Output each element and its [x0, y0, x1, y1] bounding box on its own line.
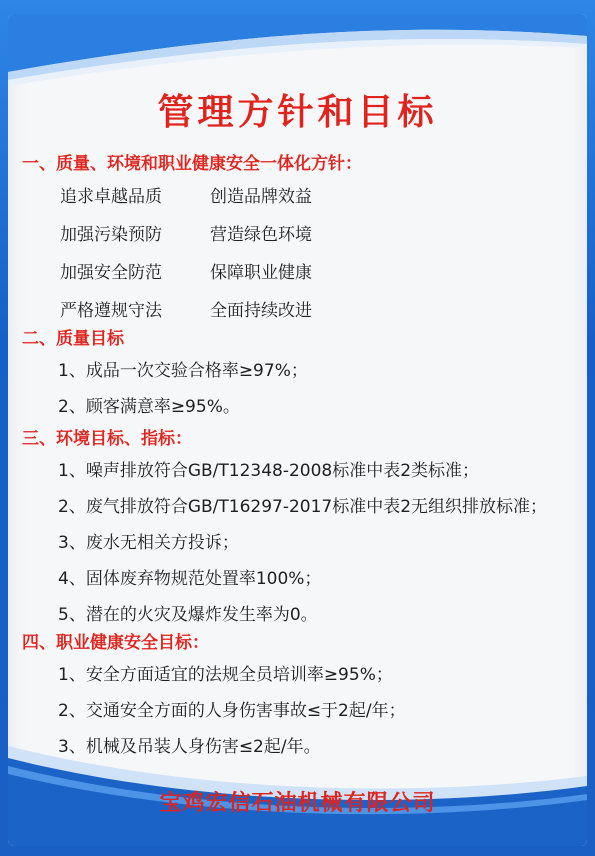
list-item: 2、废气排放符合GB/T16297-2017标准中表2无组织排放标准；: [58, 497, 548, 517]
list-item: 1、噪声排放符合GB/T12348-2008标准中表2类标准；: [58, 461, 480, 481]
company-name: 宝鸡宏信石油机械有限公司: [159, 791, 436, 816]
list-item: 2、顾客满意率≥95%。: [58, 397, 240, 417]
section-heading-policy: 一、质量、环境和职业健康安全一体化方针：: [22, 154, 362, 174]
policy-right: 创造品牌效益: [210, 187, 312, 207]
policy-right: 全面持续改进: [210, 301, 312, 321]
policy-right: 营造绿色环境: [210, 225, 312, 245]
policy-left: 严格遵规守法: [60, 301, 162, 321]
section-heading-quality: 二、质量目标: [22, 329, 124, 349]
policy-row: [60, 258, 312, 283]
policy-row: [60, 220, 312, 245]
list-item: 3、废水无相关方投诉；: [58, 533, 239, 553]
section-heading-environment: 三、环境目标、指标：: [22, 429, 192, 449]
list-item: 5、潜在的火灾及爆炸发生率为0。: [58, 605, 318, 625]
policy-row: [60, 296, 312, 321]
poster-board: [8, 14, 587, 846]
policy-row: [60, 182, 312, 207]
page-title: 管理方针和目标: [157, 92, 438, 133]
section-heading-ohs: 四、职业健康安全目标：: [22, 633, 209, 653]
top-swoosh-decoration: [8, 14, 587, 94]
list-item: 3、机械及吊装人身伤害≤2起/年。: [58, 737, 321, 757]
list-item: 1、安全方面适宜的法规全员培训率≥95%；: [58, 665, 393, 685]
policy-right: 保障职业健康: [210, 263, 312, 283]
list-item: 2、交通安全方面的人身伤害事故≤于2起/年；: [58, 701, 406, 721]
list-item: 1、成品一次交验合格率≥97%；: [58, 361, 308, 381]
policy-left: 追求卓越品质: [60, 187, 162, 207]
policy-left: 加强安全防范: [60, 263, 162, 283]
policy-left: 加强污染预防: [60, 225, 162, 245]
list-item: 4、固体废弃物规范处置率100%；: [58, 569, 322, 589]
